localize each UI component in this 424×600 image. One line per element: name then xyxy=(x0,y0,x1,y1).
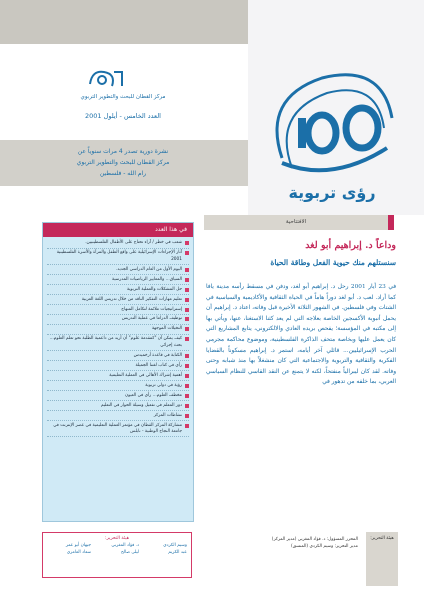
list-item[interactable]: رؤية في دولي تربوية xyxy=(47,381,189,391)
description-line-2: مركز القطان للبحث والتطوير التربوي xyxy=(76,159,170,166)
bullet-icon xyxy=(185,251,189,255)
table-of-contents xyxy=(42,222,194,522)
article-title: وداعاً د. إبراهيم أبو لغد xyxy=(305,240,396,251)
bullet-icon xyxy=(185,298,189,302)
bullet-icon xyxy=(185,424,189,428)
board-member: جيهان أبو عمر xyxy=(65,543,91,548)
top-color-band xyxy=(0,0,250,44)
editorial-board-title: هيئة التحرير: xyxy=(104,536,130,541)
bullet-icon xyxy=(185,308,189,312)
bullet-icon xyxy=(185,278,189,282)
bullet-icon xyxy=(185,414,189,418)
magazine-logo xyxy=(262,58,402,208)
board-member: وسيم الكردي xyxy=(163,543,187,548)
contents-title: في هذا العدد xyxy=(43,223,193,237)
board-member: ليلى صالح xyxy=(120,550,139,555)
masthead-footer xyxy=(42,532,398,586)
bullet-icon xyxy=(185,241,189,245)
list-item[interactable]: تعليم مهارات التفكير الناقد من خلال تدريس اللغة العربية xyxy=(47,295,189,305)
list-item[interactable]: كيف يمكن أن "كمقدمة علوم" أن أريد من داعمية الطلبة نحو تعلم العلوم... بحث إجرائي xyxy=(47,335,189,351)
center-logo-icon xyxy=(82,64,132,94)
list-item[interactable]: التخيلات الموجهة xyxy=(47,325,189,335)
bullet-icon xyxy=(185,374,189,378)
list-item[interactable]: رأي في كتاب لغتنا الجميلة xyxy=(47,361,189,371)
list-item[interactable]: آثار الإجراءات الإسرائيلية على واقع الطفل والمرأة والأسرة الفلسطينية 2001 xyxy=(47,249,189,265)
bullet-icon xyxy=(185,268,189,272)
list-item[interactable]: أهمية إشراك الأهالي في العملية التعليمية xyxy=(47,371,189,381)
list-item[interactable]: الكتابة في قاعدة أرخميدس xyxy=(47,351,189,361)
bullet-icon xyxy=(185,288,189,292)
article-subtitle: سنستلهم منك حيوية الفعل وطاقة الحياة xyxy=(270,258,396,267)
bullet-icon xyxy=(185,404,189,408)
list-item[interactable]: مشاركة المركز القطان في مؤتمر العملية التعليمية في عصر الإنترنت في جامعة النجاح الوطنية - نابلس xyxy=(47,421,189,437)
publication-description xyxy=(8,146,238,179)
footer-label-box: هيئة التحرير: xyxy=(366,532,398,586)
list-item[interactable]: مخطف العلوم... رأي في العيون xyxy=(47,391,189,401)
contents-list xyxy=(43,237,193,437)
bullet-icon xyxy=(185,384,189,388)
bullet-icon xyxy=(185,394,189,398)
description-line-3: رام الله - فلسطين xyxy=(99,170,147,177)
article-body: في 23 أيار 2001 رحل د. إبراهيم أبو لغد، ودفن في مسقط رأسه مدينة يافا كما أراد. لعب د. أبو لغد دوراً هاماً في الحياة الثقافية والأكاديمية والسياسية في الشتات وفي فلسطين. في الشهور الثلاثة الأخيرة قبل وفاته، اعتاد د. إبراهيم أن يحمل أنبوبة الأكسجين الخاصة بعلاجه التي لم يعد كثنا الاستغنا، عنها، ويأتي بها إلى مكتبه في المؤسسة؛ يفحص بريده العادي والالكتروني، يتابع المشاريع التي كان يعمل عليها وبخاصة متحف الذاكرة الفلسطينية، وموضوع محاكمة مجرمي الحرب الإسرائيليين... قائلي آخر أيامه، استمر د. إبراهيم مسكوناً بالقضايا الفكرية والثقافية والتربوية والاجتماعية التي كان منشغلاً بها منذ شبابه وحتى وفاته. لقد كان ليبرالياً منفتحاً، لكنه لا يتمنع عن النقد القاسي للنظام السياسي العربي، بما خلفه من تدهور في xyxy=(206,284,396,386)
editorial-board-box xyxy=(42,532,192,578)
publisher-name: مركز القطان للبحث والتطوير التربوي xyxy=(80,94,166,100)
bullet-icon xyxy=(185,354,189,358)
list-item[interactable]: السياق... والمعايير الرياضيات المدرسية xyxy=(47,275,189,285)
managing-editor-line: مدير التحرير: وسيم الكردي (المنسق) xyxy=(291,544,358,549)
bullet-icon xyxy=(185,337,189,341)
bullet-icon xyxy=(185,327,189,331)
list-item[interactable]: اليوم الأول من العام الدراسي الجديد. xyxy=(47,265,189,275)
editorial-tag: الافتتاحية xyxy=(204,215,394,230)
list-item[interactable]: نشاطات المركز xyxy=(47,411,189,421)
board-member: سعاد العامري xyxy=(66,550,91,555)
list-item[interactable]: حل المشكلات والعملية التربوية xyxy=(47,285,189,295)
board-member: عبد الكريم xyxy=(168,550,187,555)
board-member: د. فؤاد المغربي xyxy=(111,543,139,548)
bullet-icon xyxy=(185,317,189,321)
footer-editors xyxy=(228,536,358,550)
issue-date: العدد الخامس - أيلول 2001 xyxy=(85,112,161,120)
list-item[interactable]: توظيف الدراما في عملية التدريس xyxy=(47,315,189,325)
bullet-icon xyxy=(185,364,189,368)
chief-editor-line: المحرر المسؤول: د. فؤاد المغربي (مدير المركز) xyxy=(271,537,358,542)
description-line-1: نشرة دورية تصدر 4 مرات سنوياً عن xyxy=(77,148,169,155)
logo-wordmark: رؤى تربوية xyxy=(288,183,376,202)
list-item[interactable]: شعب في خطر / آراء تحتاج على الأطفال الفلسطينيين. xyxy=(47,239,189,249)
editorial-board-names xyxy=(47,543,187,555)
list-item[interactable]: إستراتيجيات ملائمة لتكامل المنهاج xyxy=(47,305,189,315)
list-item[interactable]: دور المعلم في تفعيل وسيلة الحوار في التعليم xyxy=(47,401,189,411)
